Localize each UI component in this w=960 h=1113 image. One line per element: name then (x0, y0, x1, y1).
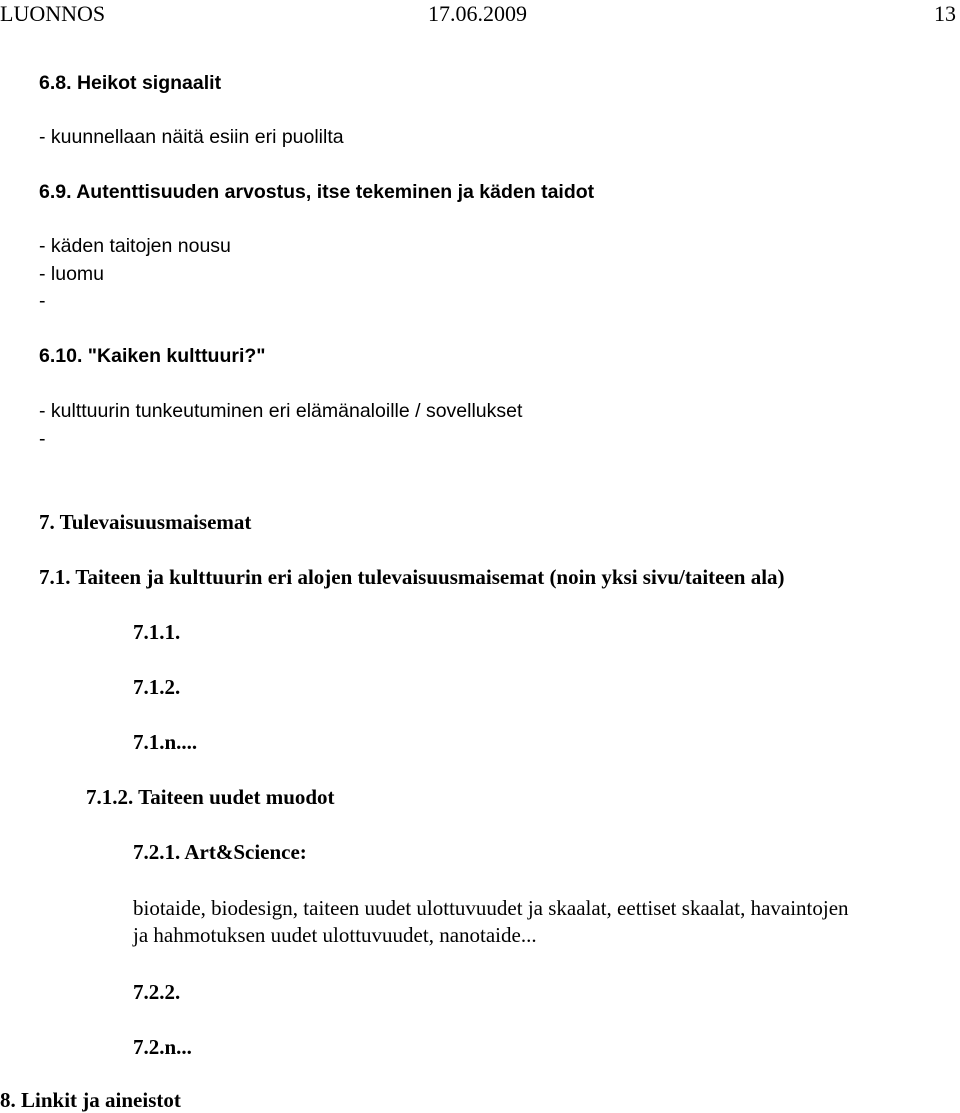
section-heading: 6.10. "Kaiken kulttuuri?" (39, 345, 266, 367)
bullet-item: - (39, 290, 46, 312)
section-heading: 7. Tulevaisuusmaisemat (39, 510, 252, 534)
bullet-item: - käden taitojen nousu (39, 235, 231, 257)
section-heading: 6.9. Autenttisuuden arvostus, itse tekeminen ja käden taidot (39, 181, 595, 203)
paragraph-line: biotaide, biodesign, taiteen uudet ulottuvuudet ja skaalat, eettiset skaalat, havaintojen (133, 896, 849, 920)
bullet-item: - (39, 428, 46, 450)
paragraph-line: ja hahmotuksen uudet ulottuvuudet, nanotaide... (133, 923, 537, 947)
bullet-item: - kulttuurin tunkeutuminen eri elämänaloille / sovellukset (39, 400, 523, 422)
subsection-item: 7.2.2. (133, 980, 181, 1004)
section-heading: 8. Linkit ja aineistot (0, 1088, 181, 1112)
section-heading: 6.8. Heikot signaalit (39, 72, 222, 94)
header-status: LUONNOS (0, 1, 106, 26)
subsection-item: 7.2.n... (133, 1035, 192, 1059)
bullet-item: - luomu (39, 263, 105, 285)
subsection-item: 7.1.1. (133, 620, 181, 644)
bullet-item: - kuunnellaan näitä esiin eri puolilta (39, 126, 344, 148)
subsection-heading: 7.2.1. Art&Science: (133, 840, 307, 864)
section-heading: 7.1. Taiteen ja kulttuurin eri alojen tulevaisuusmaisemat (noin yksi sivu/taiteen ala) (39, 565, 785, 589)
subsection-item: 7.1.n.... (133, 730, 198, 754)
header-date: 17.06.2009 (428, 1, 527, 26)
subsection-item: 7.1.2. (133, 675, 181, 699)
header-page-number: 13 (934, 1, 956, 26)
section-heading: 7.1.2. Taiteen uudet muodot (86, 785, 335, 809)
